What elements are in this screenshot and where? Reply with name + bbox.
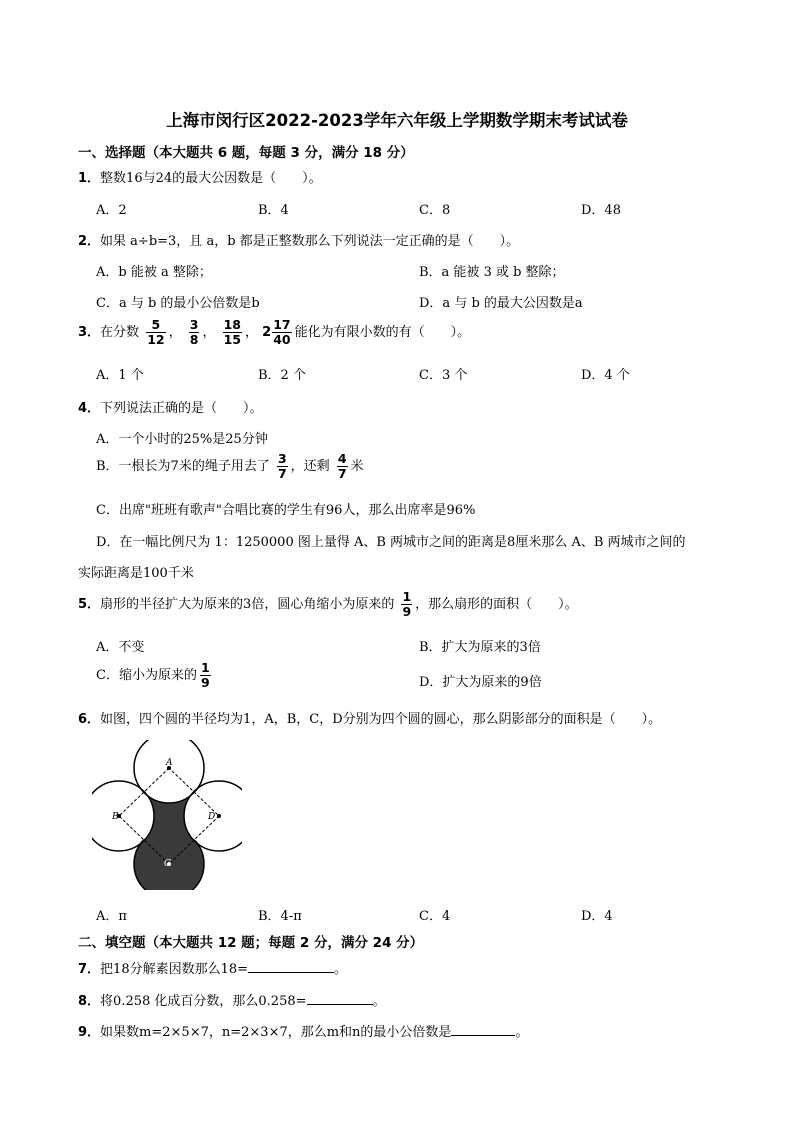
- question-text: 扇形的半径扩大为原来的3倍，圆心角缩小为原来的: [100, 597, 395, 612]
- question-text: 下列说法正确的是（ ）。: [100, 401, 263, 416]
- label-c: C: [164, 859, 171, 869]
- answer-blank[interactable]: [248, 959, 334, 973]
- q2-option-d: D．a 与 b 的最大公因数是a: [419, 296, 583, 311]
- four-circles-figure: [92, 740, 242, 890]
- q1-option-a: A．2: [96, 203, 127, 218]
- question-text: 如果数m=2×5×7，n=2×3×7，那么m和n的最小公倍数是: [100, 1025, 452, 1040]
- q6-option-a: A．π: [96, 909, 127, 924]
- q5-option-c: C．缩小为原来的 $\frac{1}{9}$: [96, 660, 210, 690]
- question-8: 8．将0.258 化成百分数，那么0.258= 。: [78, 990, 386, 1009]
- mixed-number-whole: 2: [262, 325, 272, 340]
- question-number: 4．: [78, 401, 101, 416]
- question-number: 2．: [78, 234, 101, 249]
- q2-option-a: A．b 能被 a 整除；: [96, 265, 212, 280]
- fraction: $\frac{3}{8}$: [189, 317, 199, 347]
- q4-option-b: B．一根长为7米的绳子用去了 $\frac{3}{7}$ ，还剩 $\frac{4}{7}$ 米: [96, 451, 364, 481]
- q1-option-c: C．8: [419, 203, 451, 218]
- q5-option-d: D．扩大为原来的9倍: [419, 675, 542, 690]
- section-heading-fill: 二、填空题（本大题共 12 题；每题 2 分，满分 24 分）: [78, 935, 424, 951]
- question-text: 把18分解素因数那么18=: [100, 962, 249, 977]
- q1-option-d: D．48: [581, 203, 621, 218]
- question-text: 整数16与24的最大公因数是（ ）。: [100, 171, 322, 186]
- q5-option-a: A．不变: [96, 640, 145, 655]
- question-text: 如图，四个圆的半径均为1，A，B，C，D分别为四个圆的圆心，那么阴影部分的面积是（ ）。: [100, 712, 662, 727]
- question-9: 9．如果数m=2×5×7，n=2×3×7，那么m和n的最小公倍数是 。: [78, 1021, 528, 1040]
- q6-option-c: C．4: [419, 909, 451, 924]
- question-3: 3．在分数 $\frac{5}{12}$ ， $\frac{3}{8}$ ， $\frac{18}{15}$ ， 2 $\frac{17}{40}$ 能化为有限小数的有（ ）。: [78, 317, 471, 347]
- fraction: $\frac{5}{12}$: [147, 317, 165, 347]
- q1-option-b: B．4: [258, 203, 289, 218]
- q3-option-b: B．2 个: [258, 368, 306, 383]
- q3-option-c: C．3 个: [419, 368, 468, 383]
- question-text-suffix: 能化为有限小数的有（ ）。: [294, 325, 471, 340]
- question-number: 6．: [78, 712, 101, 727]
- q5-option-b: B．扩大为原来的3倍: [419, 640, 541, 655]
- fraction: $\frac{18}{15}$: [223, 317, 241, 347]
- question-6: [78, 708, 661, 727]
- label-b: B: [112, 812, 119, 822]
- q4-option-c: C．出席"班班有歌声"合唱比赛的学生有96人，那么出席率是96%: [96, 503, 476, 518]
- q4-option-d: D．在一幅比例尺为 1：1250000 图上量得 A、B 两城市之间的距离是8厘米那么 A、B 两城市之间的: [96, 535, 686, 550]
- question-number: 3．: [78, 325, 101, 340]
- q6-option-b: B．4-π: [258, 909, 302, 924]
- question-text: 在分数: [100, 325, 140, 340]
- question-2: [78, 230, 519, 249]
- answer-blank[interactable]: [307, 991, 373, 1005]
- question-number: 8．: [78, 994, 101, 1009]
- question-number: 5．: [78, 597, 101, 612]
- fraction: $\frac{17}{40}$: [273, 317, 291, 347]
- section-heading-choice: 一、选择题（本大题共 6 题，每题 3 分，满分 18 分）: [78, 145, 414, 161]
- q4-option-d-continued: 实际距离是100千米: [78, 566, 194, 581]
- q4-option-a: A．一个小时的25%是25分钟: [96, 432, 268, 447]
- q2-option-c: C．a 与 b 的最小公倍数是b: [96, 296, 260, 311]
- q3-option-d: D．4 个: [581, 368, 630, 383]
- question-5: [78, 590, 578, 619]
- q2-option-b: B．a 能被 3 或 b 整除；: [419, 265, 565, 280]
- q6-option-d: D．4: [581, 909, 613, 924]
- label-a: A: [166, 758, 173, 768]
- question-7: 7．把18分解素因数那么18= 。: [78, 958, 347, 977]
- question-number: 9．: [78, 1025, 101, 1040]
- fraction: $\frac{1}{9}$: [200, 660, 210, 690]
- fraction: $\frac{1}{9}$: [402, 589, 412, 619]
- question-1: [78, 167, 322, 186]
- page-title: 上海市闵行区2022-2023学年六年级上学期数学期末考试试卷: [166, 111, 628, 130]
- label-d: D: [208, 812, 216, 822]
- question-text-suffix: ，那么扇形的面积（ ）。: [415, 597, 578, 612]
- question-number: 1．: [78, 171, 101, 186]
- question-number: 7．: [78, 962, 101, 977]
- question-text: 将0.258 化成百分数，那么0.258=: [100, 994, 307, 1009]
- answer-blank[interactable]: [451, 1022, 515, 1036]
- fraction: $\frac{4}{7}$: [337, 451, 347, 481]
- fraction: $\frac{3}{7}$: [277, 451, 287, 481]
- q3-option-a: A．1 个: [96, 368, 144, 383]
- question-text: 如果 a÷b=3，且 a，b 都是正整数那么下列说法一定正确的是（ ）。: [100, 234, 520, 249]
- question-4: [78, 397, 263, 416]
